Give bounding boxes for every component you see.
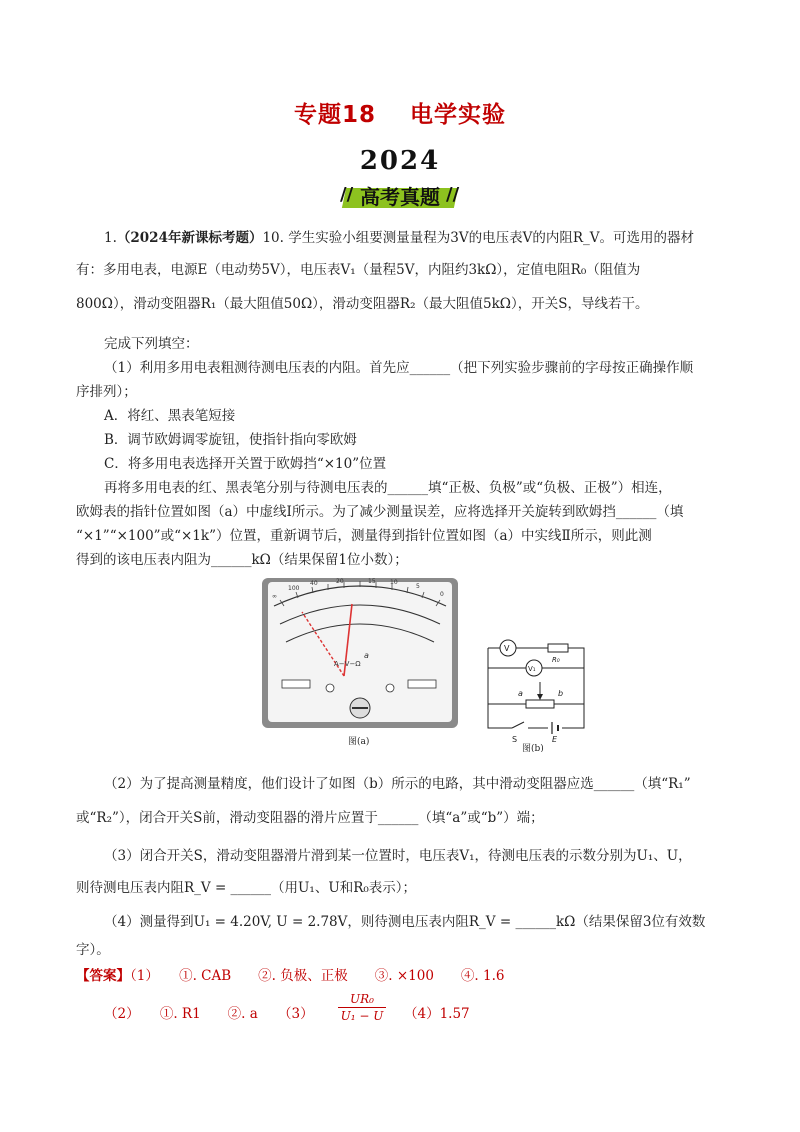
meter-function-label: A−V−Ω <box>334 660 361 668</box>
answer-line-2 <box>104 1004 314 1024</box>
scale-label-6: 5 <box>416 583 420 590</box>
part1-line-a: （1）利用多用电表粗测待测电压表的内阻。首先应______（把下列实验步骤前的字母按正确操作顺 <box>104 360 694 376</box>
scale-label-7: 0 <box>440 591 444 598</box>
option-a: A．将红、黑表笔短接 <box>104 408 236 424</box>
page-title <box>0 96 800 129</box>
part4-line-b: 字）。 <box>76 942 110 958</box>
meter-left-slot <box>282 680 310 688</box>
rheostat-slider <box>537 694 543 700</box>
answer-part4: （4）1.57 <box>404 1006 470 1022</box>
figure-b-caption: 图(b) <box>522 744 544 752</box>
option-b: B．调节欧姆调零旋钮，使指针指向零欧姆 <box>104 432 357 448</box>
part1-line-b: 序排列）； <box>76 384 137 400</box>
battery-E-label: E <box>552 735 558 744</box>
scale-label-1: 100 <box>288 585 300 592</box>
scale-label-5: 10 <box>390 579 398 586</box>
scale-label-2: 40 <box>310 580 318 587</box>
meter-left-jack <box>326 684 334 692</box>
rheostat-symbol <box>526 700 554 708</box>
figure-b-circuit <box>482 632 592 752</box>
part3-line-a: （3）闭合开关S，滑动变阻器滑片滑到某一位置时，电压表V₁，待测电压表的示数分别为U₁、U， <box>104 848 692 864</box>
voltmeter-V-label: V <box>504 644 510 653</box>
switch-S-label: S <box>512 735 518 744</box>
title-subject: 电学实验 <box>410 102 506 128</box>
part2-line-a: （2）为了提高测量精度，他们设计了如图（b）所示的电路，其中滑动变阻器应选______（填“R₁” <box>104 776 691 792</box>
para2-line-1: 再将多用电表的红、黑表笔分别与待测电压表的______填“正极、负极”或“负极、正极”）相连， <box>104 480 672 496</box>
part2-line-b: 或“R₂”），闭合开关S前，滑动变阻器的滑片应置于______（填“a”或“b”）端； <box>76 810 544 826</box>
node-b-label: b <box>558 689 564 698</box>
figure-a-caption: 图(a) <box>348 737 370 747</box>
banner-left-slash: // <box>340 184 354 205</box>
question-line-2: 有：多用电表，电源E（电动势5V），电压表V₁（量程5V，内阻约3kΩ），定值电阻R₀（阻值为 <box>76 262 641 278</box>
option-c: C．将多用电表选择开关置于欧姆挡“×10”位置 <box>104 456 387 472</box>
voltmeter-V1-label: V₁ <box>528 665 536 673</box>
switch-S-blade <box>512 722 524 728</box>
para2-line-3: “×1”“×100”或“×1k”）位置，重新调节后，测量得到指针位置如图（a）中实线Ⅱ所示，则此测 <box>76 528 652 544</box>
fraction-denominator: U₁ − U <box>340 1009 384 1023</box>
para2-line-4: 得到的该电压表内阻为______kΩ（结果保留1位小数）； <box>76 552 408 568</box>
question-number: 1. <box>104 230 117 246</box>
part4-line-a: （4）测量得到U₁ = 4.20V, U = 2.78V，则待测电压表内阻R_V = ______kΩ（结果保留3位有效数 <box>104 914 706 930</box>
node-a-label: a <box>518 689 523 698</box>
question-line-1 <box>104 228 694 248</box>
question-line-3: 800Ω），滑动变阻器R₁（最大阻值50Ω），滑动变阻器R₂（最大阻值5kΩ），开关S，导线若干。 <box>76 296 649 312</box>
part3-line-b: 则待测电压表内阻R_V = ______（用U₁、U和R₀表示）； <box>76 880 417 896</box>
answer-part1: （1） ①. CAB ②. 负极、正极 ③. ×100 ④. 1.6 <box>130 968 505 984</box>
question-intro: 完成下列填空： <box>104 336 199 352</box>
title-topic: 专题18 <box>293 102 376 128</box>
answer-line-1 <box>76 966 504 986</box>
question-source: （2024年新课标考题） <box>116 230 263 246</box>
resistor-R0-symbol <box>548 644 568 652</box>
figure-a-multimeter <box>260 576 460 748</box>
scale-label-3: 20 <box>336 578 344 585</box>
para2-line-2: 欧姆表的指针位置如图（a）中虚线Ⅰ所示。为了减少测量误差，应将选择开关旋转到欧姆挡______（填 <box>76 504 684 520</box>
banner <box>330 180 470 210</box>
scale-label-0: ∞ <box>272 593 277 600</box>
fraction-numerator: UR₀ <box>338 992 386 1008</box>
scale-label-4: 15 <box>368 578 376 585</box>
question-line1-text: 10. 学生实验小组要测量量程为3V的电压表V的内阻R_V。可选用的器材 <box>262 230 694 246</box>
pointer-a-label: a <box>364 651 369 660</box>
answer-fraction <box>338 992 386 1023</box>
year-heading: 2024 <box>359 146 441 176</box>
banner-text: 高考真题 <box>360 185 440 209</box>
answer-part2-3: （2） ①. R1 ②. a （3） <box>104 1006 314 1022</box>
resistor-R0-label: R₀ <box>552 656 560 664</box>
answer-tag: 【答案】 <box>76 968 130 984</box>
banner-right-slash: // <box>446 184 460 205</box>
meter-right-jack <box>386 684 394 692</box>
meter-right-slot <box>408 680 436 688</box>
